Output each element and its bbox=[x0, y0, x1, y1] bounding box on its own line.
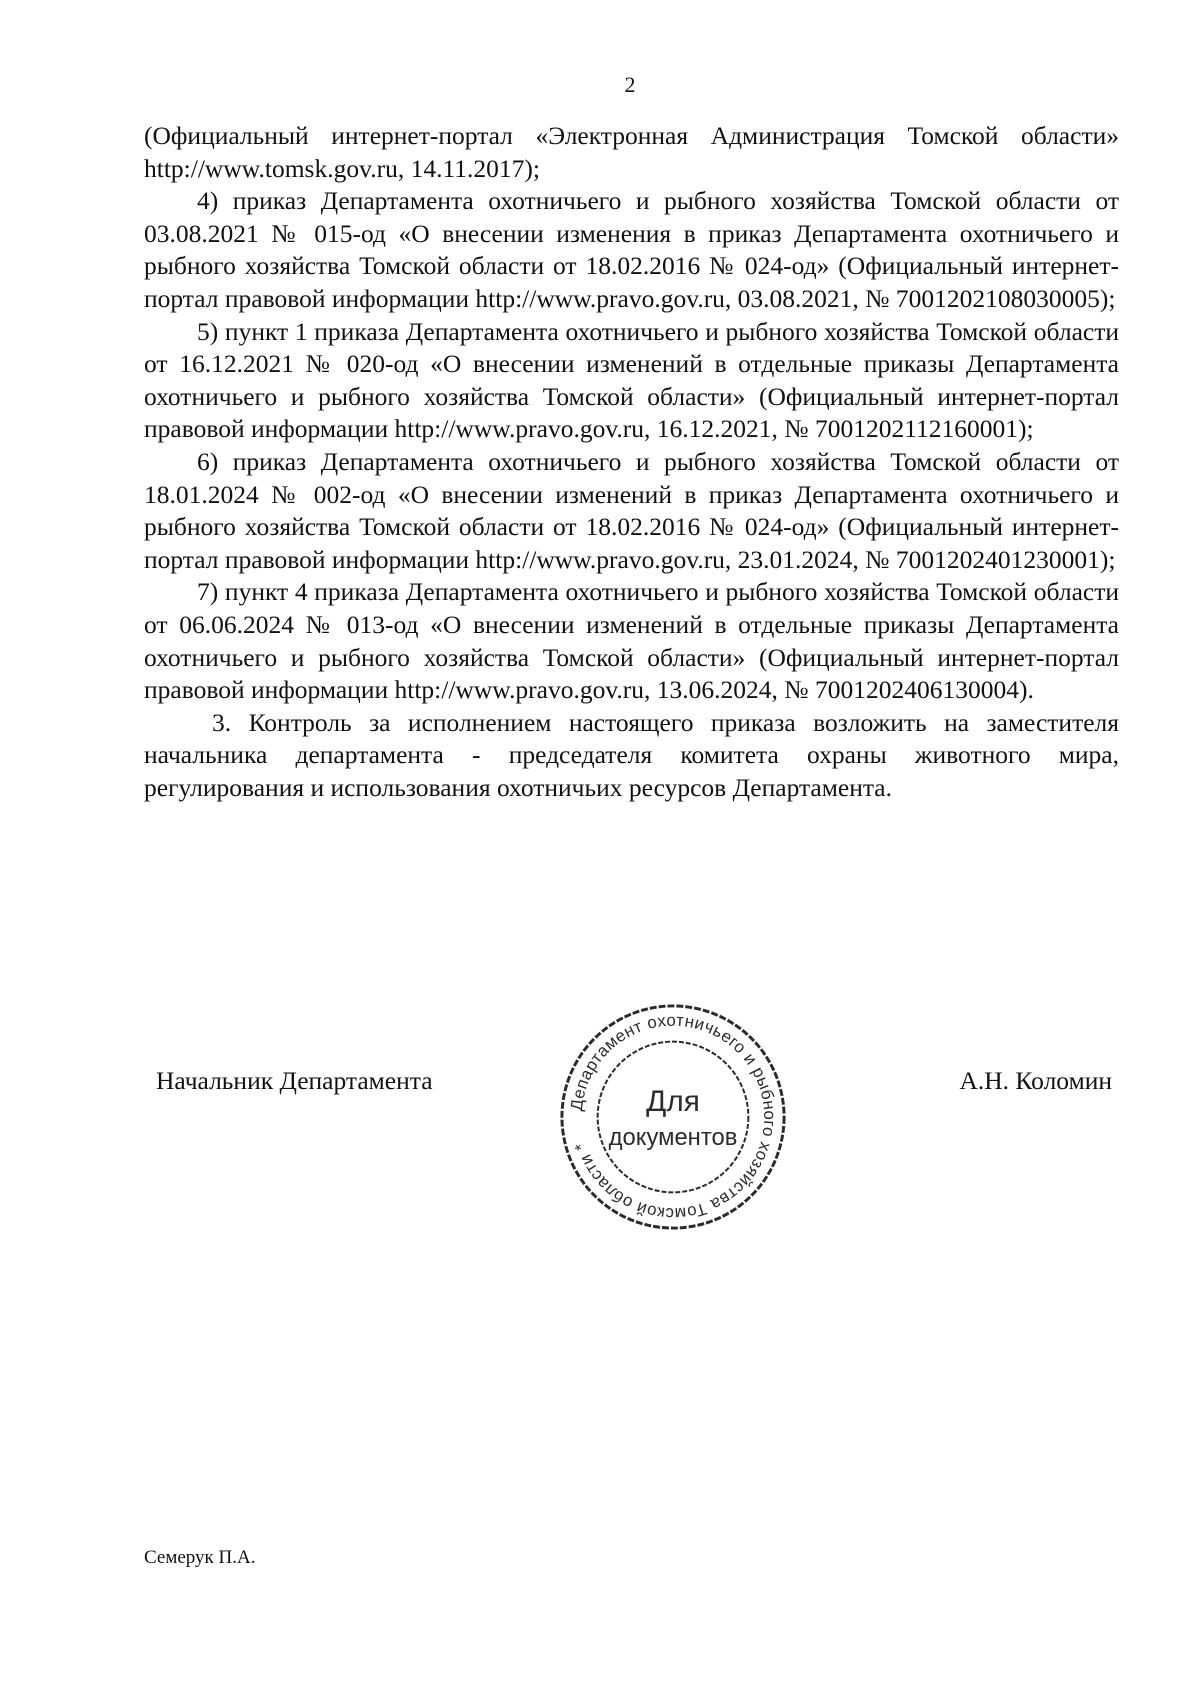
paragraph-continuation: (Официальный интернет-портал «Электронная Администрация Томской области» http://www.tomsk.gov.ru, 14.11.2017); bbox=[144, 121, 1119, 183]
paragraph-item-6: 6) приказ Департамента охотничьего и рыбного хозяйства Томской области от 18.01.2024 № 002-од «О внесении изменений в приказ Департамента охотничьего и рыбного хозяйства Томской области от 18.02.2016 № 024-од» (Официальный интернет-портал правовой информации http://www.pravo.gov.ru, 23.01.2024, № 7001202401230001); bbox=[144, 446, 1119, 574]
paragraph-item-4: 4) приказ Департамента охотничьего и рыбного хозяйства Томской области от 03.08.2021 № 015-од «О внесении изменения в приказ Департамента охотничьего и рыбного хозяйства Томской области от 18.02.2016 № 024-од» (Официальный интернет-портал правовой информации http://www.pravo.gov.ru, 03.08.2021, № 7001202108030005); bbox=[144, 186, 1119, 313]
signer-title: Начальник Департамента bbox=[156, 1066, 433, 1095]
signer-name: А.Н. Коломин bbox=[959, 1066, 1112, 1095]
stamp-center-line-1: Для bbox=[646, 1085, 700, 1119]
paragraph-item-5: 5) пункт 1 приказа Департамента охотничьего и рыбного хозяйства Томской области от 16.12.2021 № 020-од «О внесении изменений в отдельные приказы Департамента охотничьего и рыбного хозяйства Томской области» (Официальный интернет-портал правовой информации http://www.pravo.gov.ru, 16.12.2021, № 7001202112160001); bbox=[144, 316, 1119, 444]
paragraph-item-7: 7) пункт 4 приказа Департамента охотничьего и рыбного хозяйства Томской области от 06.06.2024 № 013-од «О внесении изменений в отдельные приказы Департамента охотничьего и рыбного хозяйства Томской области» (Официальный интернет-портал правовой информации http://www.pravo.gov.ru, 13.06.2024, № 7001202406130004). bbox=[144, 577, 1119, 705]
official-stamp bbox=[554, 998, 792, 1236]
executor-name: Семерук П.А. bbox=[144, 1547, 256, 1568]
page-number: 2 bbox=[624, 72, 636, 97]
paragraph-control-clause: 3. Контроль за исполнением настоящего приказа возложить на заместителя начальника департамента - председателя комитета охраны животного мира, регулирования и использования охотничьих ресурсов Департамента. bbox=[144, 707, 1119, 802]
document-body bbox=[144, 120, 1119, 804]
stamp-ring-text: Департамент охотничьего и рыбного хозяйства Томской области * bbox=[566, 1010, 780, 1224]
stamp-center-line-2: документов bbox=[608, 1123, 738, 1151]
